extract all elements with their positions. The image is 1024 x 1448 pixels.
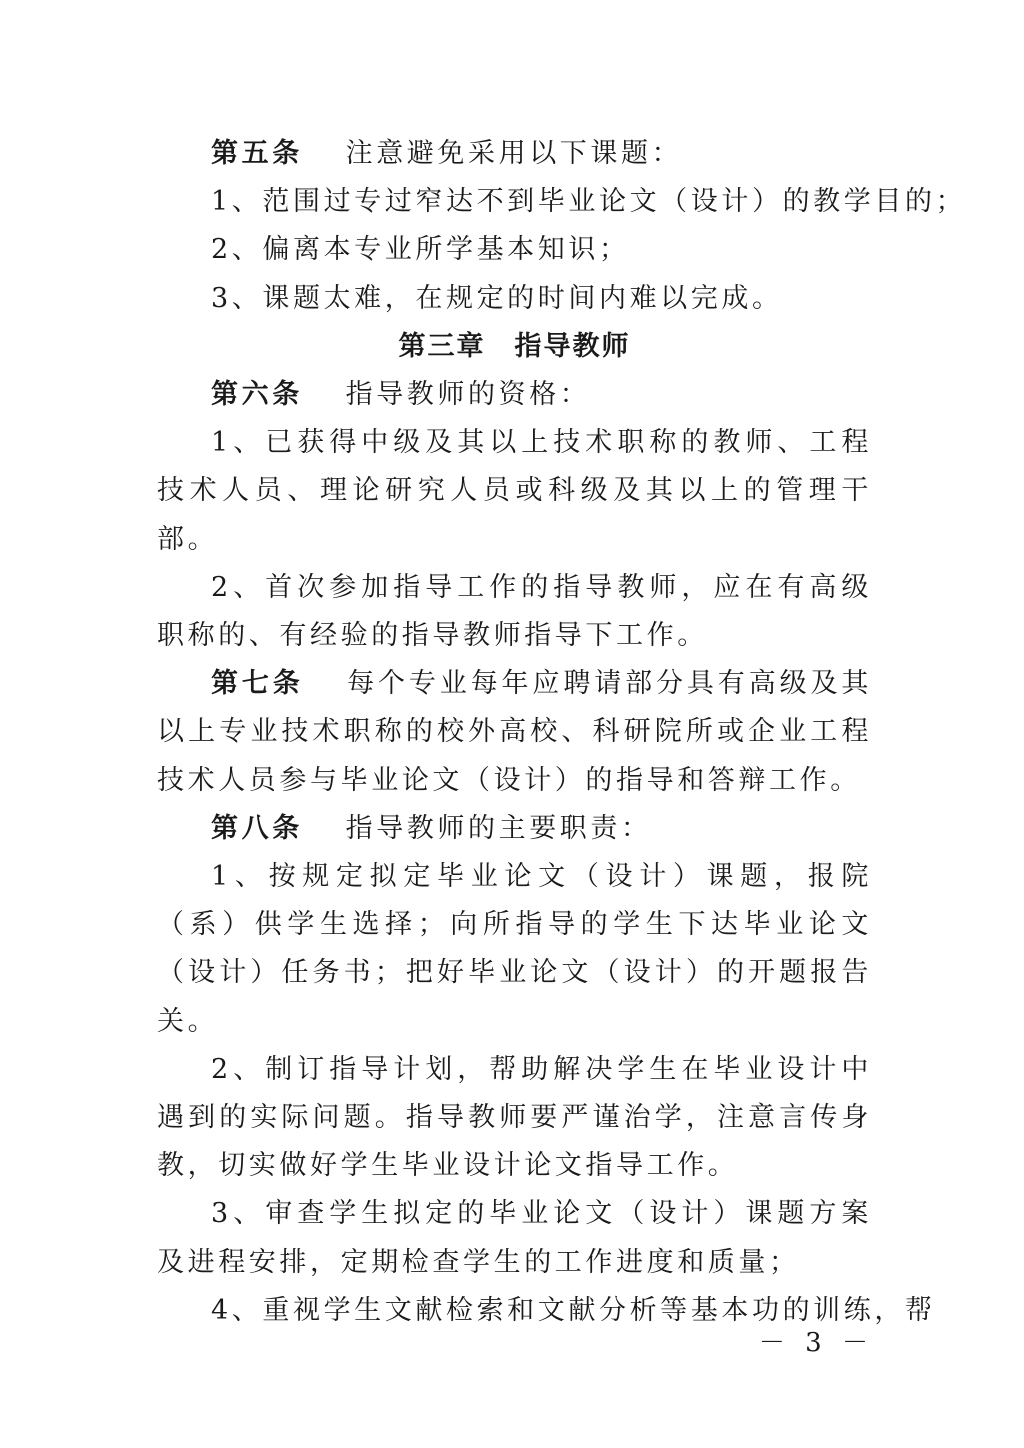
article-6-text: 指导教师的资格： (345, 379, 591, 411)
article-8 (157, 805, 872, 853)
article-8-item-1: 1、按规定拟定毕业论文（设计）课题，报院（系）供学生选择；向所指导的学生下达毕业论文（设计）任务书；把好毕业论文（设计）的开题报告关。 (157, 861, 872, 1037)
document-body (157, 130, 967, 1335)
article-6-label: 第六条 (211, 379, 303, 411)
article-5-item-1: 1、范围过专过窄达不到毕业论文（设计）的教学目的； (211, 186, 967, 218)
article-6-item-1: 1、已获得中级及其以上技术职称的教师、工程技术人员、理论研究人员或科级及其以上的管理干部。 (157, 427, 872, 555)
article-6 (157, 371, 872, 419)
article-5-label: 第五条 (211, 138, 303, 169)
article-8-label: 第八条 (211, 812, 303, 844)
article-5 (157, 130, 872, 178)
chapter-3-heading: 第三章 指导教师 (398, 330, 631, 362)
article-7 (157, 660, 872, 805)
article-5-item-2: 2、偏离本专业所学基本知识； (211, 234, 630, 266)
article-8-text: 指导教师的主要职责： (345, 812, 652, 844)
article-8-item-3: 3、审查学生拟定的毕业论文（设计）课题方案及进程安排，定期检查学生的工作进度和质量； (157, 1198, 872, 1278)
article-7-label: 第七条 (211, 668, 304, 700)
article-8-item-2: 2、制订指导计划，帮助解决学生在毕业设计中遇到的实际问题。指导教师要严谨治学，注意言传身教，切实做好学生毕业设计论文指导工作。 (157, 1053, 872, 1182)
page-number: － 3 － (758, 1328, 874, 1358)
article-5-text: 注意避免采用以下课题： (345, 138, 683, 169)
article-6-item-2: 2、首次参加指导工作的指导教师，应在有高级职称的、有经验的指导教师指导下工作。 (157, 571, 872, 652)
article-7-text: 每个专业每年应聘请部分具有高级及其以上专业技术职称的校外高校、科研院所或企业工程技术人员参与毕业论文（设计）的指导和答辩工作。 (157, 668, 872, 796)
article-8-item-4: 4、重视学生文献检索和文献分析等基本功的训练，帮 (211, 1294, 936, 1326)
article-5-item-3: 3、课题太难，在规定的时间内难以完成。 (211, 282, 783, 314)
